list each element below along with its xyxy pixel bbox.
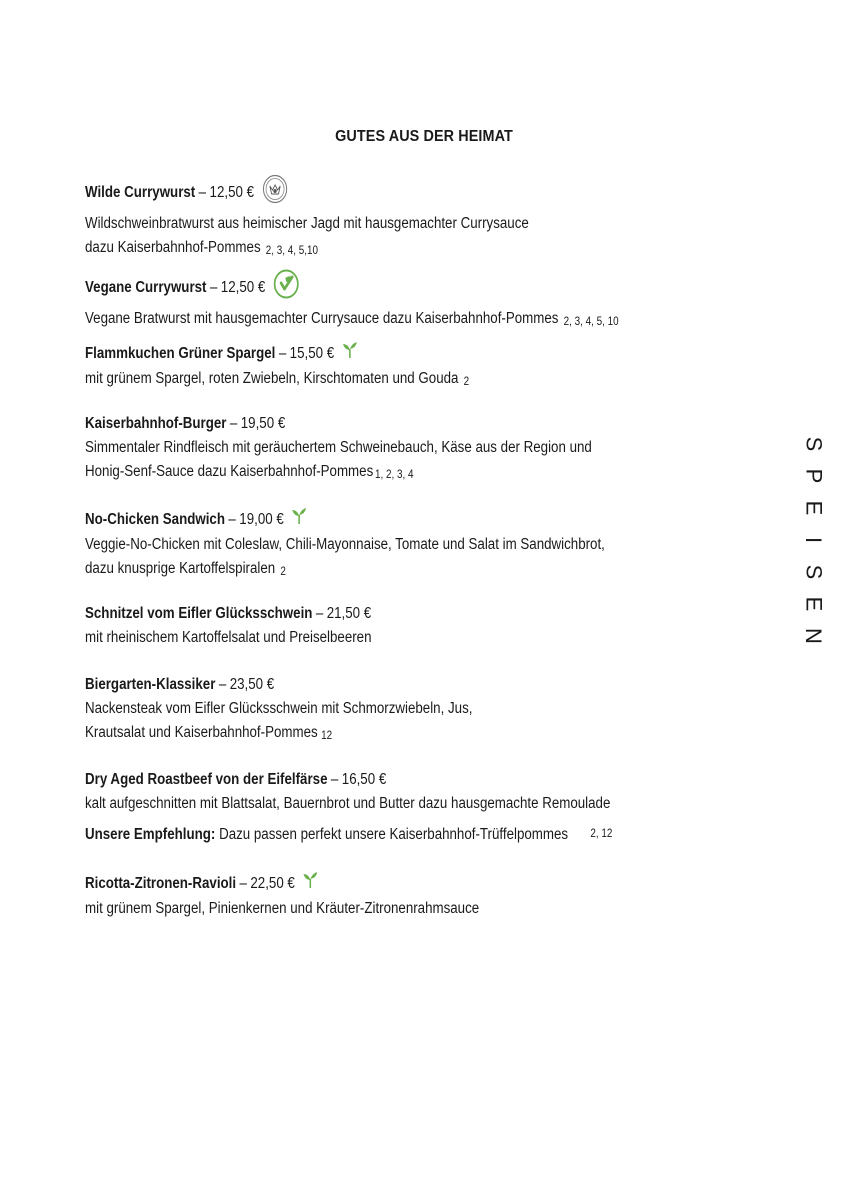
- item-description-line: [85, 721, 472, 748]
- recommendation-label: Unsere Empfehlung:: [85, 826, 216, 843]
- item-heading: [85, 507, 605, 533]
- item-description-line: [85, 460, 592, 487]
- item-price: 19,00 €: [239, 511, 284, 529]
- item-description: mit rheinischem Kartoffelsalat und Preiselbeeren: [85, 629, 372, 646]
- item-heading: [85, 412, 592, 436]
- item-description: mit grünem Spargel, Pinienkernen und Kräuter-Zitronenrahmsauce: [85, 900, 480, 917]
- allergen-codes: 2: [463, 376, 470, 388]
- menu-item-burger: [85, 412, 674, 487]
- item-price: 15,50 €: [289, 345, 335, 363]
- item-description: Nackensteak vom Eifler Glücksschwein mit Schmorzwiebeln, Jus,: [85, 700, 473, 717]
- item-dash: –: [278, 345, 287, 363]
- item-description: Vegane Bratwurst mit hausgemachter Currysauce dazu Kaiserbahnhof-Pommes: [85, 310, 559, 327]
- allergen-codes: 12: [321, 730, 333, 742]
- item-heading: [85, 269, 619, 307]
- item-price: 22,50 €: [250, 875, 295, 893]
- menu-item-vegane-currywurst: [85, 269, 705, 334]
- menu-item-roastbeef: [85, 768, 698, 847]
- item-name: Biergarten-Klassiker: [85, 676, 216, 693]
- sprout-icon: [342, 341, 357, 367]
- item-dash: –: [198, 184, 207, 202]
- vegan-badge-icon: [273, 269, 299, 307]
- item-dash: –: [239, 875, 247, 893]
- side-letter: N: [800, 628, 826, 644]
- sprout-icon: [303, 871, 318, 897]
- side-letter: I: [801, 536, 826, 544]
- item-name: Flammkuchen Grüner Spargel: [85, 345, 276, 363]
- item-description-end: dazu Kaiserbahnhof-Pommes: [85, 239, 261, 256]
- item-description-end: Honig-Senf-Sauce dazu Kaiserbahnhof-Pommes: [85, 463, 374, 480]
- item-description-end: Krautsalat und Kaiserbahnhof-Pommes: [85, 724, 318, 741]
- side-letter: E: [801, 500, 826, 516]
- item-dash: –: [315, 605, 324, 622]
- item-description: Simmentaler Rindfleisch mit geräuchertem Schweinebauch, Käse aus der Region und: [85, 439, 592, 456]
- recommendation-line: [85, 822, 612, 847]
- side-label-speisen: [798, 428, 828, 652]
- section-title: GUTES AUS DER HEIMAT: [335, 128, 513, 145]
- item-heading: [85, 602, 372, 626]
- menu-item-biergarten-klassiker: [85, 673, 536, 748]
- item-name: Kaiserbahnhof-Burger: [85, 415, 227, 432]
- item-price: 12,50 €: [209, 184, 255, 202]
- item-name: Vegane Currywurst: [85, 279, 207, 297]
- side-letter: E: [801, 596, 826, 612]
- allergen-codes: 2, 3, 4, 5, 10: [563, 316, 619, 328]
- menu-item-wilde-currywurst: [85, 174, 601, 263]
- item-name: Ricotta-Zitronen-Ravioli: [85, 875, 237, 893]
- item-description-line: [85, 367, 469, 394]
- allergen-codes: 2, 3, 4, 5,10: [265, 245, 319, 257]
- item-description: Wildschweinbratwurst aus heimischer Jagd mit hausgemachter Currysauce: [85, 215, 529, 232]
- item-name: Schnitzel vom Eifler Glücksschwein: [85, 605, 313, 622]
- item-price: 19,50 €: [240, 415, 286, 432]
- item-description: kalt aufgeschnitten mit Blattsalat, Bauernbrot und Butter dazu hausgemachte Remoulade: [85, 795, 611, 812]
- item-dash: –: [330, 771, 339, 788]
- item-description-line: [85, 557, 605, 584]
- item-dash: –: [228, 511, 236, 529]
- hunting-seal-icon: [262, 174, 288, 212]
- side-letter: S: [801, 564, 826, 580]
- item-price: 21,50 €: [326, 605, 372, 622]
- item-description-line: [85, 236, 529, 263]
- item-description-end: dazu knusprige Kartoffelspiralen: [85, 560, 276, 577]
- item-name: No-Chicken Sandwich: [85, 511, 225, 529]
- item-price: 16,50 €: [341, 771, 387, 788]
- item-description-line: [85, 307, 619, 334]
- item-dash: –: [218, 676, 227, 693]
- menu-item-flammkuchen: [85, 341, 532, 394]
- allergen-codes: 2, 12: [590, 828, 613, 840]
- item-dash: –: [229, 415, 238, 432]
- item-description: Veggie-No-Chicken mit Coleslaw, Chili-Mayonnaise, Tomate und Salat im Sandwichbrot,: [85, 536, 605, 553]
- allergen-codes: 2: [280, 566, 286, 578]
- item-heading: [85, 871, 479, 897]
- side-letter: S: [801, 436, 826, 452]
- item-heading: [85, 341, 469, 367]
- item-dash: –: [209, 279, 218, 297]
- item-heading: [85, 768, 612, 792]
- item-heading: [85, 174, 529, 212]
- item-name: Dry Aged Roastbeef von der Eifelfärse: [85, 771, 328, 788]
- menu-item-ravioli: [85, 871, 543, 921]
- sprout-icon: [292, 507, 307, 533]
- item-description: mit grünem Spargel, roten Zwiebeln, Kirschtomaten und Gouda: [85, 370, 459, 387]
- menu-item-no-chicken-sandwich: [85, 507, 690, 584]
- item-name: Wilde Currywurst: [85, 184, 196, 202]
- item-heading: [85, 673, 472, 697]
- recommendation-text: Dazu passen perfekt unsere Kaiserbahnhof-Trüffelpommes: [219, 826, 569, 843]
- menu-item-schnitzel: [85, 602, 418, 650]
- item-price: 12,50 €: [220, 279, 266, 297]
- allergen-codes: 1, 2, 3, 4: [374, 469, 414, 481]
- item-price: 23,50 €: [229, 676, 275, 693]
- side-letter: P: [801, 468, 826, 484]
